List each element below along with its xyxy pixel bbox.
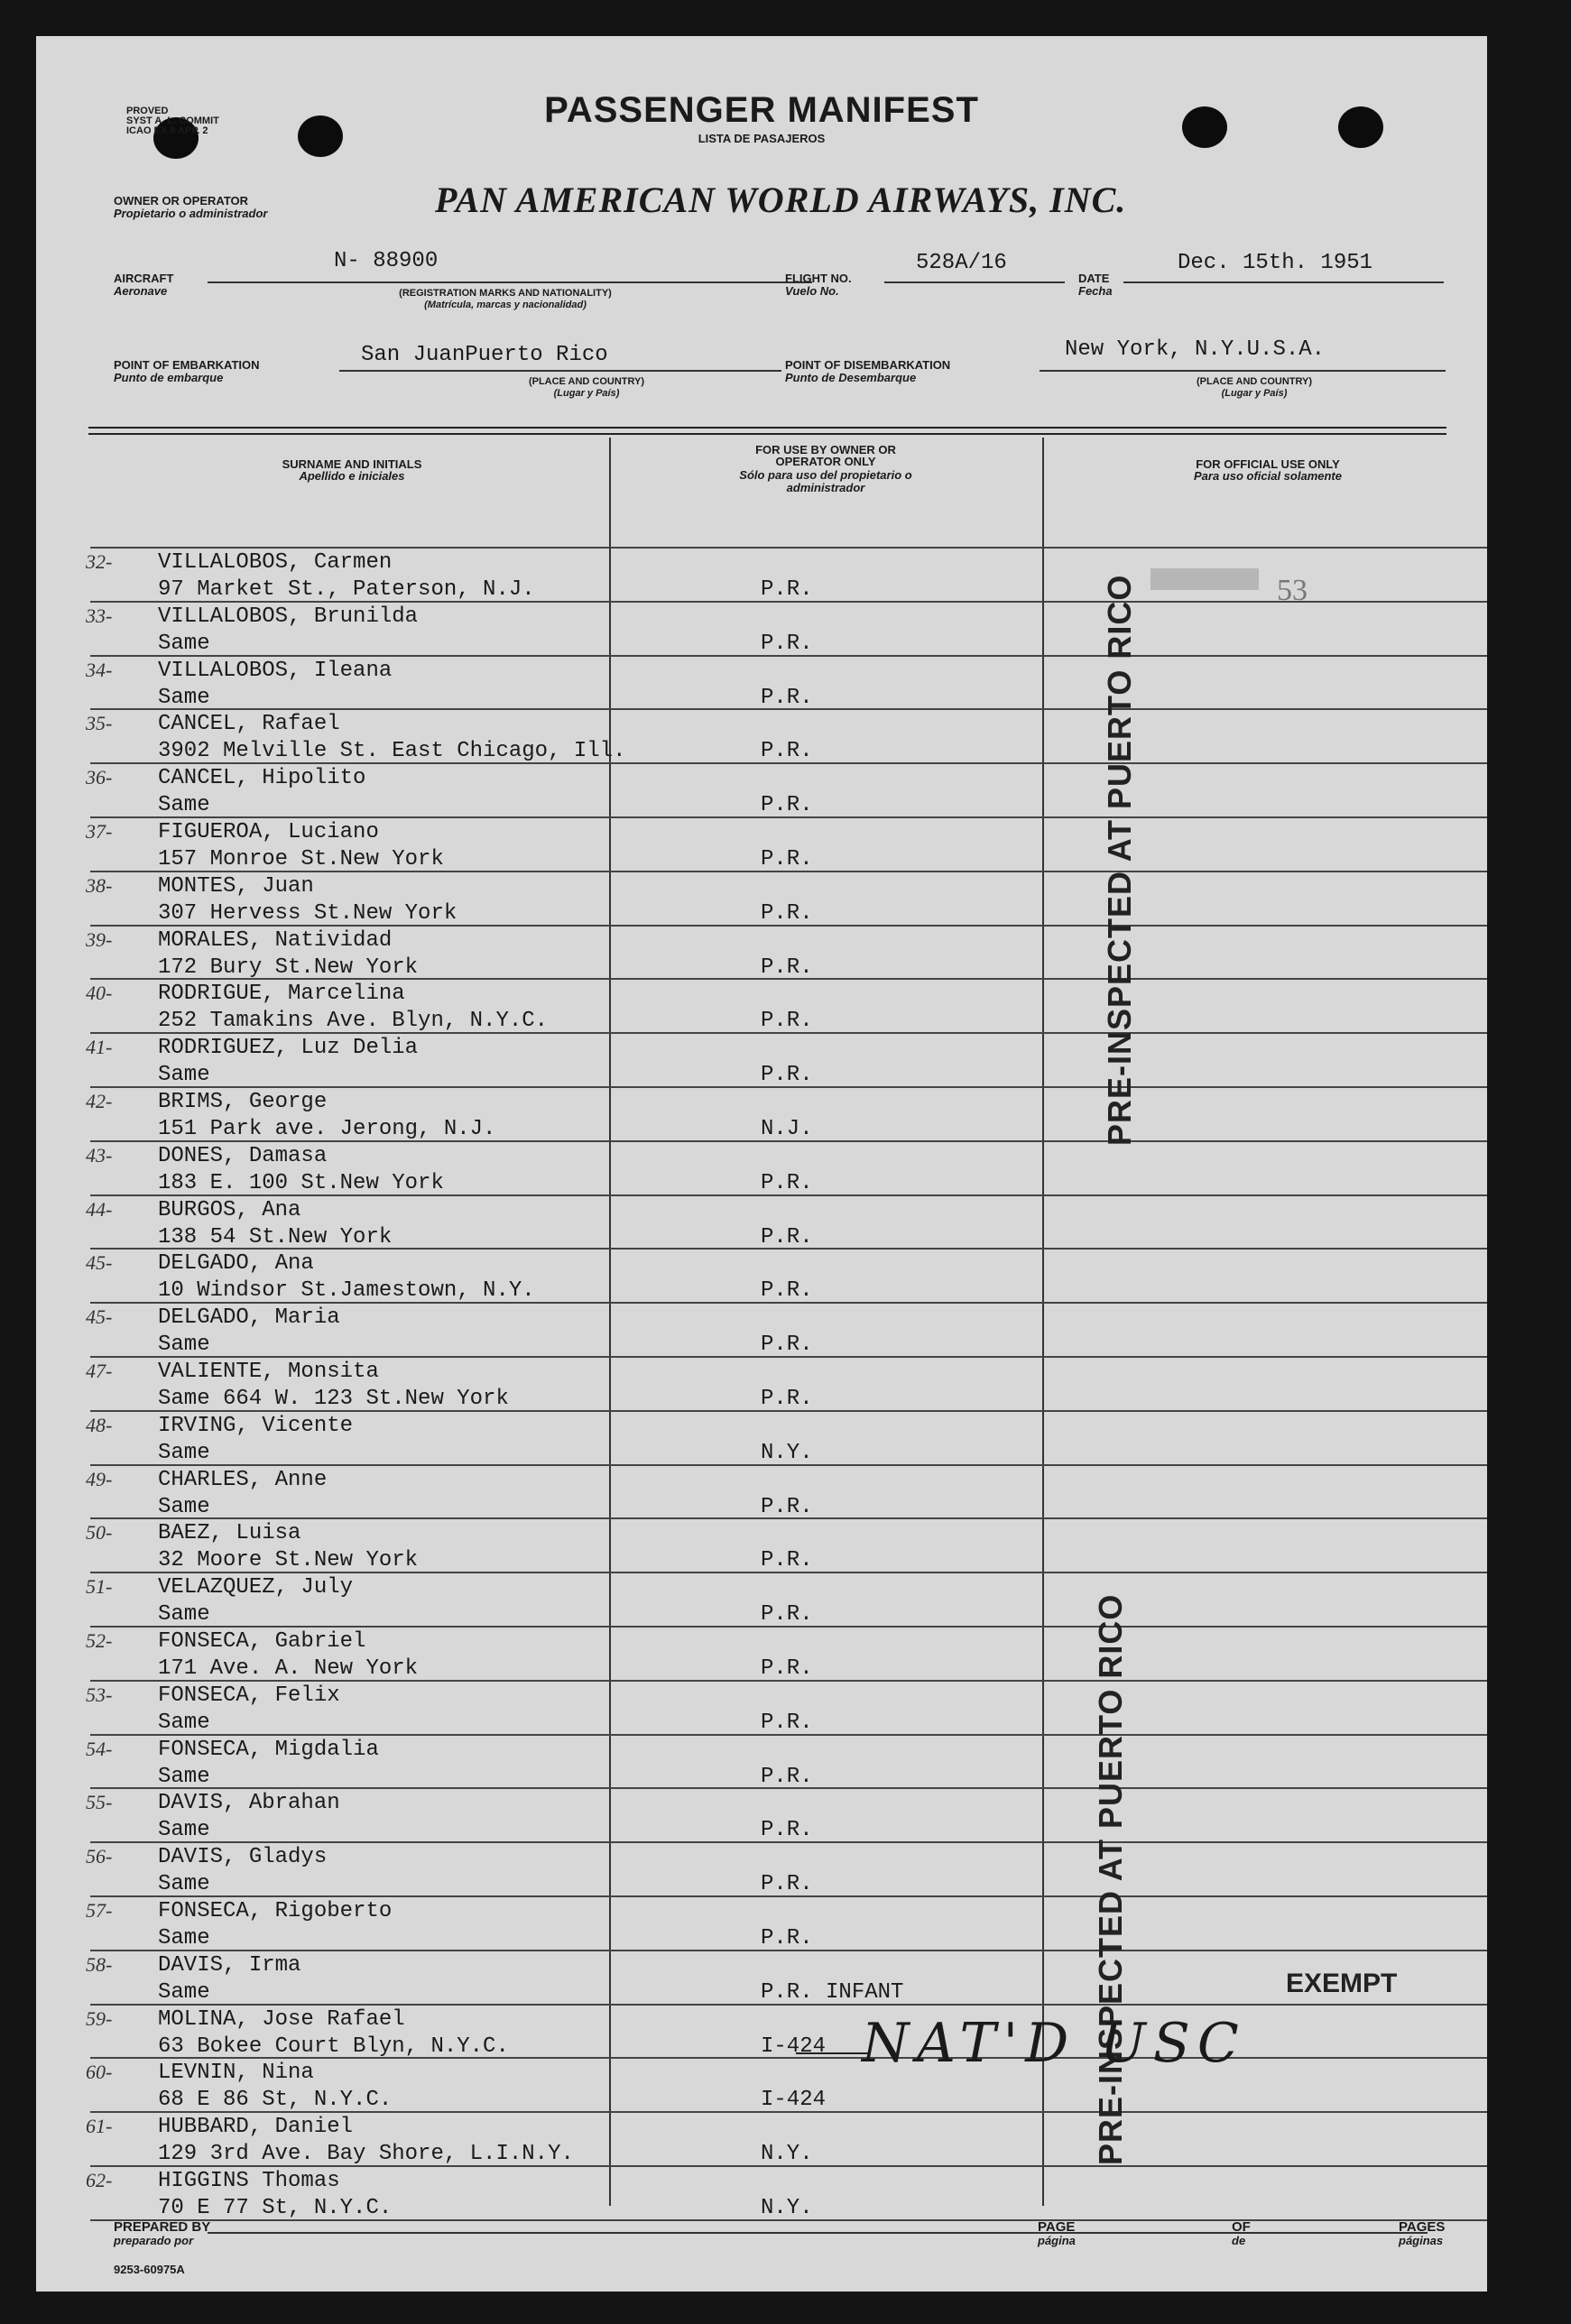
passenger-code: P.R. — [761, 1926, 813, 1950]
row-separator — [90, 547, 1487, 549]
passenger-name: DONES, Damasa — [158, 1144, 328, 1168]
passenger-code: P.R. — [761, 1063, 813, 1087]
passenger-number: 41- — [86, 1036, 113, 1058]
passenger-code: P.R. — [761, 1765, 813, 1789]
row-separator — [90, 2165, 1487, 2167]
passenger-row — [36, 550, 1487, 604]
passenger-row — [36, 2115, 1487, 2169]
passenger-name: RODRIGUE, Marcelina — [158, 982, 405, 1006]
row-separator — [90, 1841, 1487, 1843]
passenger-row — [36, 659, 1487, 713]
passenger-number: 45- — [86, 1305, 113, 1328]
column-name-label-es: Apellido e iniciales — [299, 469, 405, 483]
passenger-code: P.R. — [761, 1171, 813, 1195]
passenger-row — [36, 1036, 1487, 1090]
passenger-address: 97 Market St., Paterson, N.J. — [158, 577, 535, 602]
aircraft-hint-es: (Matrícula, marcas y nacionalidad) — [424, 300, 587, 310]
passenger-address: Same — [158, 1818, 210, 1842]
passenger-row — [36, 1899, 1487, 1953]
passenger-number: 33- — [86, 604, 113, 627]
passenger-row — [36, 1198, 1487, 1252]
embark-value: San JuanPuerto Rico — [361, 343, 608, 367]
passenger-row — [36, 1738, 1487, 1792]
owner-label: OWNER OR OPERATOR — [114, 194, 249, 208]
count-stamp: 53 — [1277, 574, 1308, 607]
passenger-name: CANCEL, Rafael — [158, 712, 340, 736]
passenger-name: FONSECA, Migdalia — [158, 1738, 379, 1762]
embark-label: POINT OF EMBARKATION — [114, 358, 260, 372]
flight-label-es: Vuelo No. — [785, 284, 839, 298]
passenger-number: 50- — [86, 1521, 113, 1544]
row-separator — [90, 1086, 1487, 1088]
passenger-address: Same — [158, 1980, 210, 2005]
strike-line — [796, 2052, 868, 2054]
column-header-name — [135, 458, 568, 483]
passenger-number: 37- — [86, 820, 113, 843]
of-label: OF — [1232, 2219, 1251, 2235]
passenger-row — [36, 2007, 1487, 2061]
passenger-number: 56- — [86, 1845, 113, 1868]
disembark-label: POINT OF DISEMBARKATION — [785, 358, 951, 372]
passenger-address: Same — [158, 686, 210, 710]
passenger-address: 32 Moore St.New York — [158, 1548, 419, 1572]
row-separator — [90, 1734, 1487, 1736]
aircraft-value: N- 88900 — [334, 249, 439, 273]
row-separator — [90, 1572, 1487, 1573]
passenger-code: P.R. — [761, 686, 813, 710]
row-separator — [90, 1302, 1487, 1304]
passenger-code: P.R. — [761, 793, 813, 817]
row-separator — [90, 1194, 1487, 1196]
passenger-code: P.R. — [761, 1333, 813, 1357]
passenger-address: Same — [158, 793, 210, 817]
passenger-number: 43- — [86, 1144, 113, 1167]
passenger-name: RODRIGUEZ, Luz Delia — [158, 1036, 419, 1060]
preinspected-stamp: PRE-INSPECTED AT PUERTO RICO — [1092, 1593, 1129, 2165]
owner-label-es: Propietario o administrador — [114, 207, 268, 220]
passenger-address: 63 Bokee Court Blyn, N.Y.C. — [158, 2034, 509, 2059]
passenger-number: 54- — [86, 1738, 113, 1760]
column-owner-label-es: Sólo para uso del propietario o administrador — [739, 468, 912, 494]
passenger-name: VILLALOBOS, Ileana — [158, 659, 393, 683]
row-separator — [90, 925, 1487, 927]
passenger-name: MOLINA, Jose Rafael — [158, 2007, 405, 2032]
row-separator — [90, 978, 1487, 980]
of-label-es: de — [1232, 2234, 1246, 2247]
row-separator — [90, 762, 1487, 764]
passenger-code: P.R. — [761, 1009, 813, 1033]
passenger-number: 42- — [86, 1090, 113, 1112]
passenger-number: 44- — [86, 1198, 113, 1221]
passenger-address: 172 Bury St.New York — [158, 955, 419, 980]
passenger-name: VILLALOBOS, Brunilda — [158, 604, 419, 629]
passenger-address: Same — [158, 1765, 210, 1789]
passenger-number: 53- — [86, 1683, 113, 1706]
passenger-name: FONSECA, Rigoberto — [158, 1899, 393, 1923]
passenger-name: DAVIS, Abrahan — [158, 1791, 340, 1815]
passenger-name: VILLALOBOS, Carmen — [158, 550, 393, 575]
passenger-address: 70 E 77 St, N.Y.C. — [158, 2196, 393, 2220]
passenger-address: Same — [158, 1063, 210, 1087]
passenger-name: DELGADO, Ana — [158, 1251, 314, 1276]
page-label: PAGE — [1038, 2219, 1076, 2235]
passenger-row — [36, 1090, 1487, 1144]
passenger-address: Same — [158, 1441, 210, 1465]
passenger-address: 10 Windsor St.Jamestown, N.Y. — [158, 1278, 535, 1303]
passenger-number: 60- — [86, 2061, 113, 2083]
embark-label-es: Punto de embarque — [114, 371, 224, 384]
passenger-address: Same — [158, 1711, 210, 1735]
passenger-name: FONSECA, Gabriel — [158, 1629, 366, 1654]
passenger-row — [36, 712, 1487, 766]
passenger-address: 129 3rd Ave. Bay Shore, L.I.N.Y. — [158, 2142, 574, 2166]
stamp-smudge — [1151, 568, 1259, 590]
row-separator — [90, 2111, 1487, 2113]
passenger-name: HIGGINS Thomas — [158, 2169, 340, 2193]
passenger-address: 151 Park ave. Jerong, N.J. — [158, 1117, 496, 1141]
passenger-row — [36, 1468, 1487, 1522]
passenger-name: FONSECA, Felix — [158, 1683, 340, 1708]
disembark-value: New York, N.Y.U.S.A. — [1065, 337, 1326, 362]
passenger-row — [36, 1845, 1487, 1899]
passenger-address: Same — [158, 1495, 210, 1519]
passenger-row — [36, 820, 1487, 874]
disembark-place-hint: (PLACE AND COUNTRY) — [1196, 376, 1313, 387]
passenger-address: 307 Hervess St.New York — [158, 901, 457, 926]
page-subtitle: LISTA DE PASAJEROS — [698, 132, 826, 145]
handwritten-note: NAT'D USC — [862, 2012, 1246, 2075]
row-separator — [90, 871, 1487, 872]
passenger-name: FIGUEROA, Luciano — [158, 820, 379, 844]
date-label-es: Fecha — [1078, 284, 1113, 298]
form-number: 9253-60975A — [114, 2263, 185, 2276]
passenger-code: N.Y. — [761, 2142, 813, 2166]
pages-label-es: páginas — [1399, 2234, 1444, 2247]
row-separator — [90, 1248, 1487, 1250]
passenger-number: 55- — [86, 1791, 113, 1813]
passenger-code: P.R. INFANT — [761, 1980, 904, 2005]
passenger-code: P.R. — [761, 1872, 813, 1896]
passenger-number: 32- — [86, 550, 113, 573]
passenger-row — [36, 1305, 1487, 1360]
passenger-address: 171 Ave. A. New York — [158, 1656, 419, 1681]
passenger-row — [36, 1629, 1487, 1683]
passenger-row — [36, 982, 1487, 1036]
column-name-label: SURNAME AND INITIALS — [282, 457, 422, 471]
passenger-address: Same — [158, 1333, 210, 1357]
column-owner-label: FOR USE BY OWNER OR OPERATOR ONLY — [755, 443, 896, 468]
passenger-number: 38- — [86, 874, 113, 897]
preinspected-stamp: PRE-INSPECTED AT PUERTO RICO — [1101, 574, 1138, 1146]
passenger-number: 62- — [86, 2169, 113, 2191]
passenger-number: 52- — [86, 1629, 113, 1652]
passenger-name: IRVING, Vicente — [158, 1414, 354, 1438]
passenger-number: 40- — [86, 982, 113, 1004]
row-separator — [90, 1680, 1487, 1682]
passenger-code: I-424 — [761, 2034, 827, 2059]
passenger-name: DAVIS, Irma — [158, 1953, 301, 1978]
row-separator — [90, 2219, 1487, 2221]
passenger-row — [36, 604, 1487, 659]
passenger-row — [36, 1521, 1487, 1575]
passenger-row — [36, 1251, 1487, 1305]
passenger-code: P.R. — [761, 1818, 813, 1842]
passenger-name: CANCEL, Hipolito — [158, 766, 366, 790]
page-label-es: página — [1038, 2234, 1076, 2247]
passenger-code: P.R. — [761, 577, 813, 602]
passenger-row — [36, 1360, 1487, 1414]
passenger-number: 48- — [86, 1414, 113, 1436]
row-separator — [90, 2057, 1487, 2059]
passenger-code: P.R. — [761, 1387, 813, 1411]
exempt-stamp: EXEMPT — [1286, 1969, 1398, 1998]
passenger-name: VELAZQUEZ, July — [158, 1575, 354, 1600]
passenger-name: BURGOS, Ana — [158, 1198, 301, 1222]
passenger-name: MONTES, Juan — [158, 874, 314, 899]
flight-label: FLIGHT NO. — [785, 272, 852, 285]
passenger-number: 34- — [86, 659, 113, 681]
disembark-label-es: Punto de Desembarque — [785, 371, 917, 384]
row-separator — [90, 708, 1487, 710]
passenger-number: 36- — [86, 766, 113, 788]
aircraft-label-es: Aeronave — [114, 284, 168, 298]
passenger-code: N.Y. — [761, 2196, 813, 2220]
passenger-code: P.R. — [761, 1495, 813, 1519]
row-separator — [90, 1626, 1487, 1628]
passenger-name: CHARLES, Anne — [158, 1468, 328, 1492]
aircraft-label: AIRCRAFT — [114, 272, 174, 285]
passenger-address: 252 Tamakins Ave. Blyn, N.Y.C. — [158, 1009, 549, 1033]
manifest-sheet — [36, 36, 1487, 2292]
column-official-label: FOR OFFICIAL USE ONLY — [1196, 457, 1340, 471]
passenger-number: 35- — [86, 712, 113, 734]
passenger-code: P.R. — [761, 1711, 813, 1735]
operator-name: PAN AMERICAN WORLD AIRWAYS, INC. — [435, 180, 1127, 220]
approval-line: ICAO EX 9 APP. 2 — [126, 125, 208, 136]
row-separator — [90, 1950, 1487, 1951]
embark-place-hint: (PLACE AND COUNTRY) — [528, 376, 645, 387]
passenger-row — [36, 1791, 1487, 1845]
passenger-code: I-424 — [761, 2088, 827, 2112]
row-separator — [90, 816, 1487, 818]
passenger-number: 49- — [86, 1468, 113, 1490]
passenger-row — [36, 1575, 1487, 1629]
passenger-number: 61- — [86, 2115, 113, 2137]
passenger-number: 51- — [86, 1575, 113, 1598]
column-header-owner — [668, 444, 984, 494]
row-separator — [90, 1356, 1487, 1358]
passenger-number: 39- — [86, 928, 113, 951]
row-separator — [90, 1032, 1487, 1034]
row-separator — [90, 655, 1487, 657]
date-label: DATE — [1078, 272, 1110, 285]
page-title: PASSENGER MANIFEST — [544, 90, 979, 130]
passenger-address: Same — [158, 632, 210, 656]
passenger-name: BAEZ, Luisa — [158, 1521, 301, 1545]
passenger-name: MORALES, Natividad — [158, 928, 393, 953]
passenger-code: P.R. — [761, 1602, 813, 1627]
row-separator — [90, 1410, 1487, 1412]
passenger-row — [36, 1144, 1487, 1198]
passenger-code: P.R. — [761, 1225, 813, 1250]
passenger-row — [36, 1953, 1487, 2007]
passenger-name: HUBBARD, Daniel — [158, 2115, 354, 2139]
passenger-number: 57- — [86, 1899, 113, 1922]
passenger-row — [36, 1683, 1487, 1738]
column-official-label-es: Para uso oficial solamente — [1193, 469, 1342, 483]
passenger-name: VALIENTE, Monsita — [158, 1360, 379, 1384]
prepared-by-label: PREPARED BY — [114, 2219, 211, 2235]
row-separator — [90, 1464, 1487, 1466]
row-separator — [90, 1140, 1487, 1142]
row-separator — [90, 2004, 1487, 2006]
flight-value: 528A/16 — [916, 251, 1007, 275]
approval-line: SYST A. L. COMMIT — [126, 115, 219, 126]
passenger-address: 157 Monroe St.New York — [158, 847, 444, 872]
passenger-number: 47- — [86, 1360, 113, 1382]
passenger-code: P.R. — [761, 632, 813, 656]
passenger-name: BRIMS, George — [158, 1090, 328, 1114]
row-separator — [90, 1895, 1487, 1897]
passenger-code: P.R. — [761, 955, 813, 980]
passenger-address: 138 54 St.New York — [158, 1225, 393, 1250]
passenger-code: N.Y. — [761, 1441, 813, 1465]
passenger-code: P.R. — [761, 739, 813, 763]
passenger-code: N.J. — [761, 1117, 813, 1141]
passenger-row — [36, 2169, 1487, 2223]
passenger-row — [36, 2061, 1487, 2115]
passenger-address: Same 664 W. 123 St.New York — [158, 1387, 509, 1411]
aircraft-hint: (REGISTRATION MARKS AND NATIONALITY) — [399, 288, 612, 299]
row-separator — [90, 1517, 1487, 1519]
row-separator — [90, 1787, 1487, 1789]
passenger-name: DAVIS, Gladys — [158, 1845, 328, 1869]
passenger-number: 59- — [86, 2007, 113, 2030]
pages-label: PAGES — [1399, 2219, 1446, 2235]
embark-place-hint-es: (Lugar y País) — [553, 388, 620, 399]
passenger-code: P.R. — [761, 1278, 813, 1303]
passenger-code: P.R. — [761, 1656, 813, 1681]
passenger-row — [36, 928, 1487, 982]
passenger-code: P.R. — [761, 901, 813, 926]
passenger-address: 3902 Melville St. East Chicago, Ill. — [158, 739, 626, 763]
column-header-official — [1087, 458, 1448, 483]
passenger-address: 183 E. 100 St.New York — [158, 1171, 444, 1195]
passenger-address: Same — [158, 1872, 210, 1896]
approval-line: PROVED — [126, 106, 169, 116]
passenger-number: 45- — [86, 1251, 113, 1274]
prepared-by-label-es: preparado por — [114, 2234, 194, 2247]
passenger-number: 58- — [86, 1953, 113, 1976]
passenger-code: P.R. — [761, 847, 813, 872]
passenger-row — [36, 1414, 1487, 1468]
passenger-name: DELGADO, Maria — [158, 1305, 340, 1330]
passenger-row — [36, 766, 1487, 820]
passenger-address: 68 E 86 St, N.Y.C. — [158, 2088, 393, 2112]
date-value: Dec. 15th. 1951 — [1178, 251, 1373, 275]
passenger-address: Same — [158, 1926, 210, 1950]
passenger-row — [36, 874, 1487, 928]
passenger-name: LEVNIN, Nina — [158, 2061, 314, 2085]
passenger-code: P.R. — [761, 1548, 813, 1572]
disembark-place-hint-es: (Lugar y País) — [1221, 388, 1288, 399]
passenger-address: Same — [158, 1602, 210, 1627]
